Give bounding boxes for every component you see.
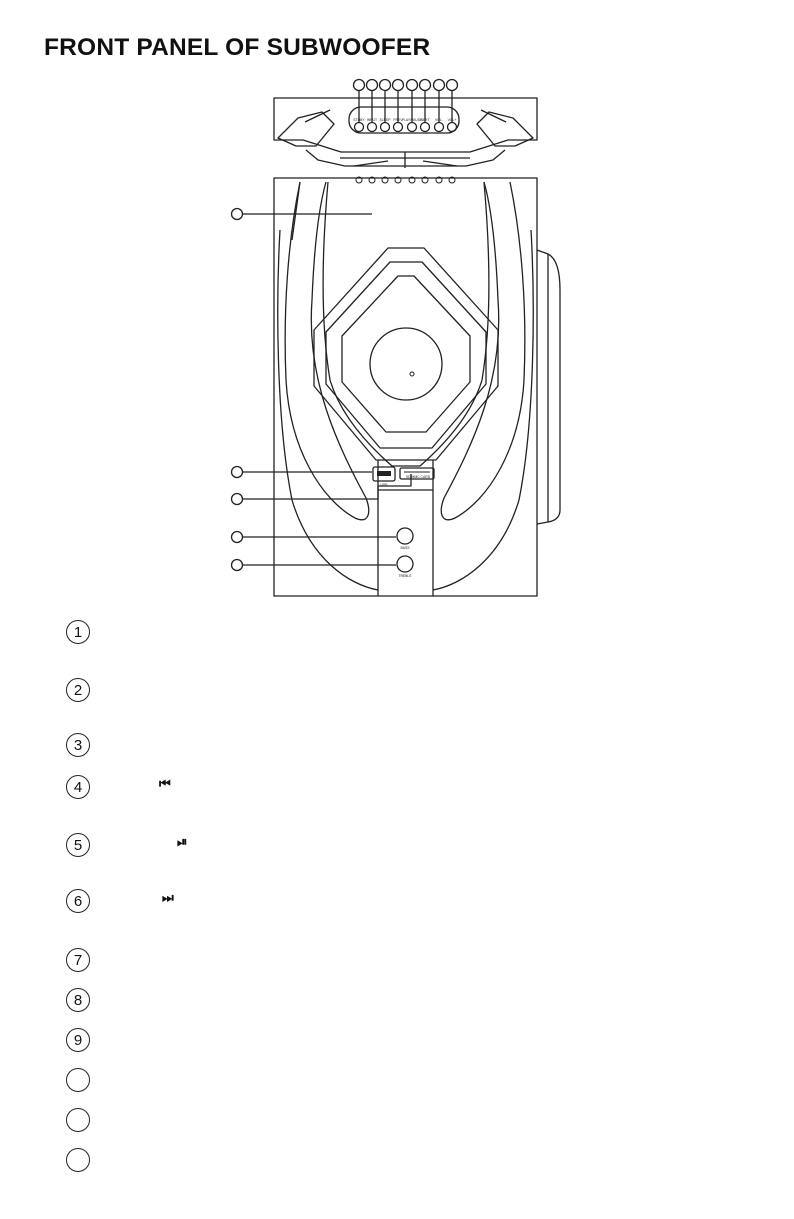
subwoofer-top-view [274,80,537,169]
treble-knob [397,556,413,572]
usb-label: USB [380,483,388,487]
legend-item [66,832,187,858]
legend-item [66,888,173,914]
top-callout-markers [354,80,458,123]
top-label: INPUT [366,118,378,122]
top-label: VOL- [435,118,443,122]
knob-label: TREBLE [398,574,412,578]
number-badge: 3 [66,733,90,757]
top-label: SLEEP [379,118,391,122]
legend-item [66,1067,90,1093]
next-icon: ⏭ [162,891,173,906]
front-callout-markers [232,209,412,571]
play-pause-icon: ⏯ [177,835,187,850]
legend-item [66,677,90,703]
number-badge: 5 [66,833,90,857]
legend-item [66,732,90,758]
number-badge: 6 [66,889,90,913]
number-badge: 4 [66,775,90,799]
number-badge: 2 [66,678,90,702]
number-badge: 7 [66,948,90,972]
legend-item [66,1147,90,1173]
legend-item [66,1107,90,1133]
top-panel-buttons [355,123,457,132]
number-badge: 1 [66,620,90,644]
sd-label: SD/MMC CARD [405,475,431,479]
top-label: PLAY/PAUSE [401,118,423,122]
bass-knob [397,528,413,544]
legend-item [66,987,90,1013]
top-label: NEXT [420,118,430,122]
top-label: VOL+ [447,118,457,122]
previous-icon: ⏮ [159,777,170,792]
number-badge: 8 [66,988,90,1012]
subwoofer-front-view [232,177,561,596]
legend-item [66,1027,90,1053]
number-badge [66,1148,90,1172]
legend-item [66,774,170,800]
top-label: STDBY [353,118,365,122]
number-badge [66,1108,90,1132]
page-title: FRONT PANEL OF SUBWOOFER [44,34,431,61]
woofer-driver [370,328,442,400]
number-badge: 9 [66,1028,90,1052]
knob-label: BASS [400,546,410,550]
number-badge [66,1068,90,1092]
legend-item [66,947,90,973]
top-label: PREV [393,118,403,122]
